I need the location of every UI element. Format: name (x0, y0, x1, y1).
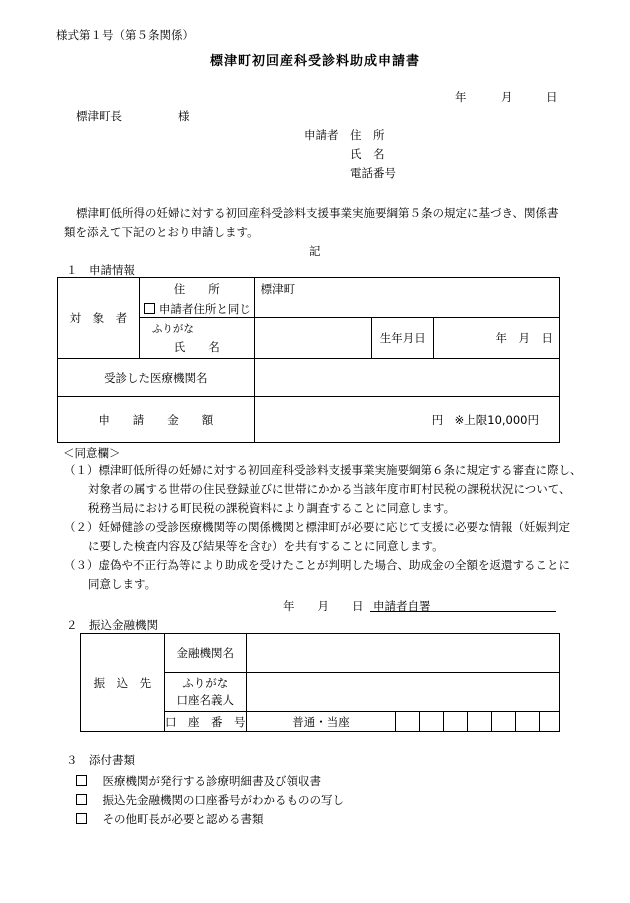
same-address-option[interactable] (140, 301, 254, 317)
same-address-checkbox[interactable] (144, 303, 155, 314)
attachment-checkbox[interactable] (76, 813, 87, 824)
birthdate-label: 生年月日 (372, 318, 434, 359)
account-digit[interactable] (444, 712, 468, 732)
section2-heading: ２ 振込金融機関 (66, 618, 158, 632)
attachment-item: その他町長が必要と認める書類 (76, 811, 264, 827)
page-title: 標津町初回産科受診料助成申請書 (209, 54, 420, 69)
name-field[interactable] (254, 318, 372, 359)
addressee-honorific: 様 (178, 109, 190, 123)
consent-item-2-line-1: （２）妊婦健診の受診医療機関等の関係機関と標津町が必要に応じて支援に必要な情報（妊娠判定 (64, 520, 570, 534)
clinic-field[interactable] (254, 359, 559, 397)
bank-name-field[interactable] (246, 634, 559, 673)
account-digit[interactable] (468, 712, 492, 732)
consent-item-1-line-3: 税務当局における町民税の課税資料により調査することに同意します。 (88, 501, 456, 515)
account-digit[interactable] (420, 712, 444, 732)
holder-label: 口座名義人 (176, 693, 235, 707)
applicant-phone-label: 電話番号 (350, 166, 396, 180)
attachment-checkbox[interactable] (76, 794, 87, 805)
holder-furigana-label: ふりがな (182, 676, 229, 690)
address-cell (139, 278, 254, 318)
account-type[interactable]: 普通・当座 (246, 712, 396, 732)
subject-label: 対 象 者 (58, 278, 140, 359)
signature-date: 年 月 日 (283, 599, 364, 613)
attachment-checkbox[interactable] (76, 775, 87, 786)
holder-cell (164, 673, 246, 712)
consent-item-3-line-1: （３）虚偽や不正行為等により助成を受けたことが判明した場合、助成金の全額を返還することに (64, 558, 570, 572)
consent-item-3 (64, 556, 570, 594)
ki-mark: 記 (309, 244, 321, 258)
intro-line-2: 類を添えて下記のとおり申請します。 (64, 225, 259, 239)
furigana-label: ふりがな (151, 323, 194, 335)
consent-item-3-line-2: 同意します。 (88, 577, 157, 591)
account-digit[interactable] (492, 712, 516, 732)
consent-item-1-line-2: 対象者の属する世帯の住民登録並びに世帯にかかる当該年度市町村民税の課税状況について、 (88, 482, 571, 496)
consent-item-1-line-1: （１）標津町低所得の妊婦に対する初回産科受診料支援事業実施要綱第６条に規定する審査に際し、 (64, 463, 582, 477)
applicant-name-label: 氏 名 (350, 147, 385, 161)
account-digit[interactable] (539, 712, 559, 732)
consent-heading: ＜同意欄＞ (63, 446, 121, 460)
attachment-item: 振込先金融機関の口座番号がわかるものの写し (76, 792, 344, 808)
account-number-label: 口 座 番 号 (164, 712, 246, 732)
consent-item-1 (64, 461, 582, 518)
amount-field[interactable]: 円 ※上限10,000円 (254, 397, 559, 443)
name-cell (139, 318, 254, 359)
date-day: 日 (546, 90, 558, 104)
applicant-role: 申請者 (304, 128, 339, 142)
applicant-address-label: 住 所 (350, 128, 385, 142)
signature-label: 申請者自署 (373, 599, 431, 613)
account-digit[interactable] (516, 712, 540, 732)
address-label: 住 所 (173, 282, 220, 296)
clinic-label: 受診した医療機関名 (58, 359, 255, 397)
form-label: 様式第１号（第５条関係） (56, 28, 194, 42)
address-value[interactable]: 標津町 (254, 278, 559, 318)
date-month: 月 (501, 90, 513, 104)
bank-name-label: 金融機関名 (164, 634, 246, 673)
holder-field[interactable] (246, 673, 559, 712)
birthdate-field[interactable]: 年 月 日 (434, 318, 560, 359)
same-address-text: 申請者住所と同じ (158, 302, 251, 316)
section1-heading: １ 申請情報 (66, 263, 135, 277)
bank-table (80, 633, 560, 732)
attachment-item: 医療機関が発行する診療明細書及び領収書 (76, 773, 321, 789)
name-label: 氏 名 (173, 340, 220, 354)
consent-item-2-line-2: に要した検査内容及び結果等を含む）を共有することに同意します。 (88, 539, 444, 553)
consent-item-2 (64, 518, 570, 556)
payee-label: 振 込 先 (81, 634, 165, 732)
amount-label: 申 請 金 額 (58, 397, 255, 443)
section3-heading: ３ 添付書類 (66, 753, 135, 767)
intro-line-1: 標津町低所得の妊婦に対する初回産科受診料支援事業実施要綱第５条の規定に基づき、関係書 (76, 206, 559, 220)
account-digit[interactable] (396, 712, 420, 732)
application-info-table (57, 277, 560, 443)
date-year: 年 (455, 90, 467, 104)
addressee-name: 標津町長 (76, 109, 122, 123)
signature-line[interactable] (370, 611, 556, 612)
